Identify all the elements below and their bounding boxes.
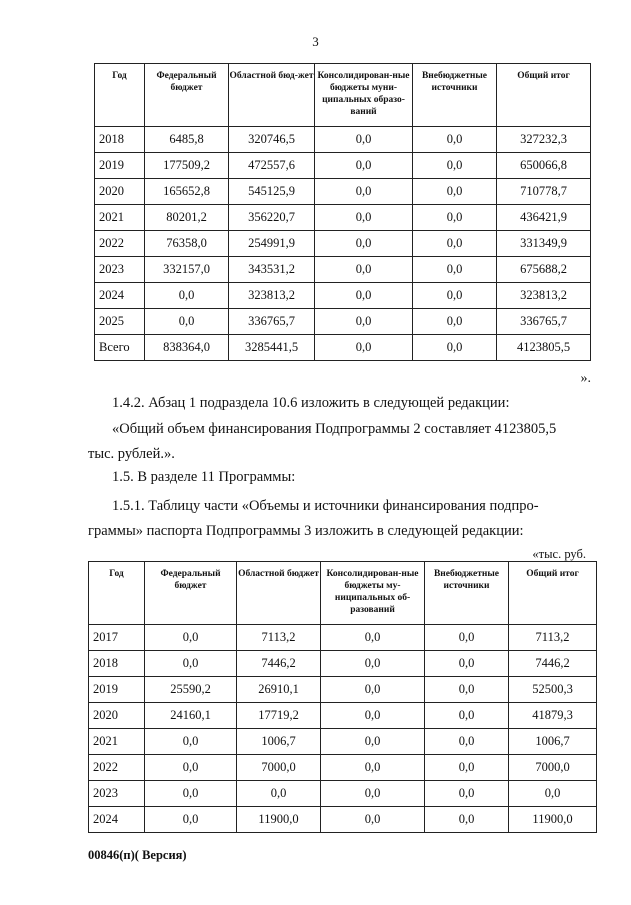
header-municipal-budgets: Консолидирован-ные бюджеты му-ниципальных об-разований (321, 562, 425, 625)
cell-total: 4123805,5 (497, 335, 591, 361)
cell-year: 2018 (95, 127, 145, 153)
financing-table-subprogram-2 (94, 63, 591, 361)
header-federal-budget: Федеральный бюджет (145, 562, 237, 625)
table-row (95, 127, 591, 153)
cell-regional: 11900,0 (237, 807, 321, 833)
cell-year: 2019 (95, 153, 145, 179)
cell-extrabudgetary: 0,0 (425, 755, 509, 781)
paragraph-1-5-1 (88, 494, 592, 544)
cell-extrabudgetary: 0,0 (413, 335, 497, 361)
table-row (95, 335, 591, 361)
cell-total: 7446,2 (509, 651, 597, 677)
cell-federal: 0,0 (145, 625, 237, 651)
cell-regional: 343531,2 (229, 257, 315, 283)
cell-municipal: 0,0 (315, 205, 413, 231)
table-row (95, 309, 591, 335)
cell-year: 2023 (89, 781, 145, 807)
table-row (89, 755, 597, 781)
cell-federal: 0,0 (145, 781, 237, 807)
cell-regional: 1006,7 (237, 729, 321, 755)
cell-federal: 24160,1 (145, 703, 237, 729)
cell-federal: 76358,0 (145, 231, 229, 257)
cell-federal: 0,0 (145, 309, 229, 335)
cell-extrabudgetary: 0,0 (425, 807, 509, 833)
cell-municipal: 0,0 (321, 781, 425, 807)
cell-regional: 7113,2 (237, 625, 321, 651)
cell-regional: 26910,1 (237, 677, 321, 703)
cell-total: 52500,3 (509, 677, 597, 703)
cell-year: 2024 (95, 283, 145, 309)
cell-municipal: 0,0 (321, 625, 425, 651)
cell-regional: 254991,9 (229, 231, 315, 257)
cell-year: 2020 (89, 703, 145, 729)
table-row (95, 231, 591, 257)
table-header-row (95, 64, 591, 127)
cell-extrabudgetary: 0,0 (413, 153, 497, 179)
cell-municipal: 0,0 (315, 335, 413, 361)
header-regional-budget: Областной бюд-жет (229, 64, 315, 127)
table-row (89, 703, 597, 729)
table-row (95, 205, 591, 231)
cell-federal: 80201,2 (145, 205, 229, 231)
header-total: Общий итог (497, 64, 591, 127)
cell-regional: 7000,0 (237, 755, 321, 781)
cell-extrabudgetary: 0,0 (413, 127, 497, 153)
cell-year: 2025 (95, 309, 145, 335)
cell-total: 650066,8 (497, 153, 591, 179)
cell-total: 336765,7 (497, 309, 591, 335)
cell-regional: 356220,7 (229, 205, 315, 231)
cell-municipal: 0,0 (321, 703, 425, 729)
table-row (89, 729, 597, 755)
cell-municipal: 0,0 (315, 231, 413, 257)
cell-federal: 0,0 (145, 729, 237, 755)
header-municipal-budgets: Консолидирован-ные бюджеты муни-ципальных образо-ваний (315, 64, 413, 127)
cell-regional: 336765,7 (229, 309, 315, 335)
cell-regional: 17719,2 (237, 703, 321, 729)
cell-extrabudgetary: 0,0 (413, 309, 497, 335)
table-row (89, 677, 597, 703)
units-label: «тыс. руб. (532, 547, 586, 561)
cell-total: 11900,0 (509, 807, 597, 833)
cell-regional: 3285441,5 (229, 335, 315, 361)
cell-year: 2022 (95, 231, 145, 257)
paragraph-1-5: 1.5. В разделе 11 Программы: (112, 469, 296, 485)
cell-municipal: 0,0 (321, 755, 425, 781)
cell-total: 675688,2 (497, 257, 591, 283)
paragraph-line: 1.5.1. Таблицу части «Объемы и источники финансирования подпро- (112, 498, 539, 514)
cell-total: 323813,2 (497, 283, 591, 309)
cell-municipal: 0,0 (321, 651, 425, 677)
cell-extrabudgetary: 0,0 (425, 729, 509, 755)
financing-table-subprogram-3 (88, 561, 597, 833)
header-extrabudgetary: Внебюджетные источники (413, 64, 497, 127)
paragraph-line: граммы» паспорта Подпрограммы 3 изложить в следующей редакции: (88, 523, 524, 539)
cell-year: 2021 (89, 729, 145, 755)
table-row (89, 781, 597, 807)
cell-municipal: 0,0 (315, 309, 413, 335)
cell-regional: 0,0 (237, 781, 321, 807)
table-row (95, 153, 591, 179)
cell-total: 327232,3 (497, 127, 591, 153)
cell-total: 1006,7 (509, 729, 597, 755)
cell-year: 2021 (95, 205, 145, 231)
cell-extrabudgetary: 0,0 (413, 179, 497, 205)
page-number: 3 (312, 34, 319, 49)
header-regional-budget: Областной бюджет (237, 562, 321, 625)
cell-federal: 838364,0 (145, 335, 229, 361)
cell-federal: 177509,2 (145, 153, 229, 179)
cell-extrabudgetary: 0,0 (413, 231, 497, 257)
paragraph-subprogram-2-total (88, 417, 592, 467)
cell-municipal: 0,0 (321, 807, 425, 833)
cell-total: 710778,7 (497, 179, 591, 205)
paragraph-line: «Общий объем финансирования Подпрограммы 2 составляет 4123805,5 (112, 421, 557, 437)
cell-federal: 332157,0 (145, 257, 229, 283)
table-row (89, 625, 597, 651)
header-total: Общий итог (509, 562, 597, 625)
table-row (89, 651, 597, 677)
cell-extrabudgetary: 0,0 (425, 625, 509, 651)
cell-municipal: 0,0 (315, 153, 413, 179)
cell-year: Всего (95, 335, 145, 361)
cell-federal: 0,0 (145, 755, 237, 781)
cell-total: 0,0 (509, 781, 597, 807)
table-row (89, 807, 597, 833)
header-extrabudgetary: Внебюджетные источники (425, 562, 509, 625)
cell-regional: 545125,9 (229, 179, 315, 205)
cell-federal: 165652,8 (145, 179, 229, 205)
cell-year: 2019 (89, 677, 145, 703)
table-row (95, 283, 591, 309)
cell-federal: 0,0 (145, 651, 237, 677)
paragraph-1-4-2: 1.4.2. Абзац 1 подраздела 10.6 изложить в следующей редакции: (112, 395, 510, 411)
cell-regional: 7446,2 (237, 651, 321, 677)
cell-year: 2020 (95, 179, 145, 205)
document-footer: 00846(п)( Версия) (88, 848, 187, 862)
cell-municipal: 0,0 (321, 677, 425, 703)
cell-total: 7000,0 (509, 755, 597, 781)
cell-municipal: 0,0 (315, 257, 413, 283)
cell-extrabudgetary: 0,0 (425, 651, 509, 677)
cell-regional: 472557,6 (229, 153, 315, 179)
cell-municipal: 0,0 (315, 283, 413, 309)
cell-municipal: 0,0 (315, 179, 413, 205)
table-row (95, 257, 591, 283)
cell-total: 41879,3 (509, 703, 597, 729)
cell-extrabudgetary: 0,0 (425, 781, 509, 807)
cell-regional: 320746,5 (229, 127, 315, 153)
table-row (95, 179, 591, 205)
cell-extrabudgetary: 0,0 (413, 257, 497, 283)
cell-federal: 25590,2 (145, 677, 237, 703)
cell-federal: 0,0 (145, 283, 229, 309)
cell-total: 7113,2 (509, 625, 597, 651)
cell-total: 331349,9 (497, 231, 591, 257)
table-header-row (89, 562, 597, 625)
cell-regional: 323813,2 (229, 283, 315, 309)
closing-quote: ». (580, 371, 591, 386)
cell-extrabudgetary: 0,0 (425, 677, 509, 703)
cell-year: 2022 (89, 755, 145, 781)
header-federal-budget: Федеральный бюджет (145, 64, 229, 127)
cell-extrabudgetary: 0,0 (413, 283, 497, 309)
cell-year: 2017 (89, 625, 145, 651)
paragraph-line: тыс. рублей.». (88, 446, 175, 462)
cell-federal: 0,0 (145, 807, 237, 833)
cell-municipal: 0,0 (315, 127, 413, 153)
cell-extrabudgetary: 0,0 (413, 205, 497, 231)
cell-municipal: 0,0 (321, 729, 425, 755)
cell-year: 2023 (95, 257, 145, 283)
cell-year: 2018 (89, 651, 145, 677)
header-year: Год (89, 562, 145, 625)
header-year: Год (95, 64, 145, 127)
cell-extrabudgetary: 0,0 (425, 703, 509, 729)
cell-federal: 6485,8 (145, 127, 229, 153)
cell-total: 436421,9 (497, 205, 591, 231)
cell-year: 2024 (89, 807, 145, 833)
